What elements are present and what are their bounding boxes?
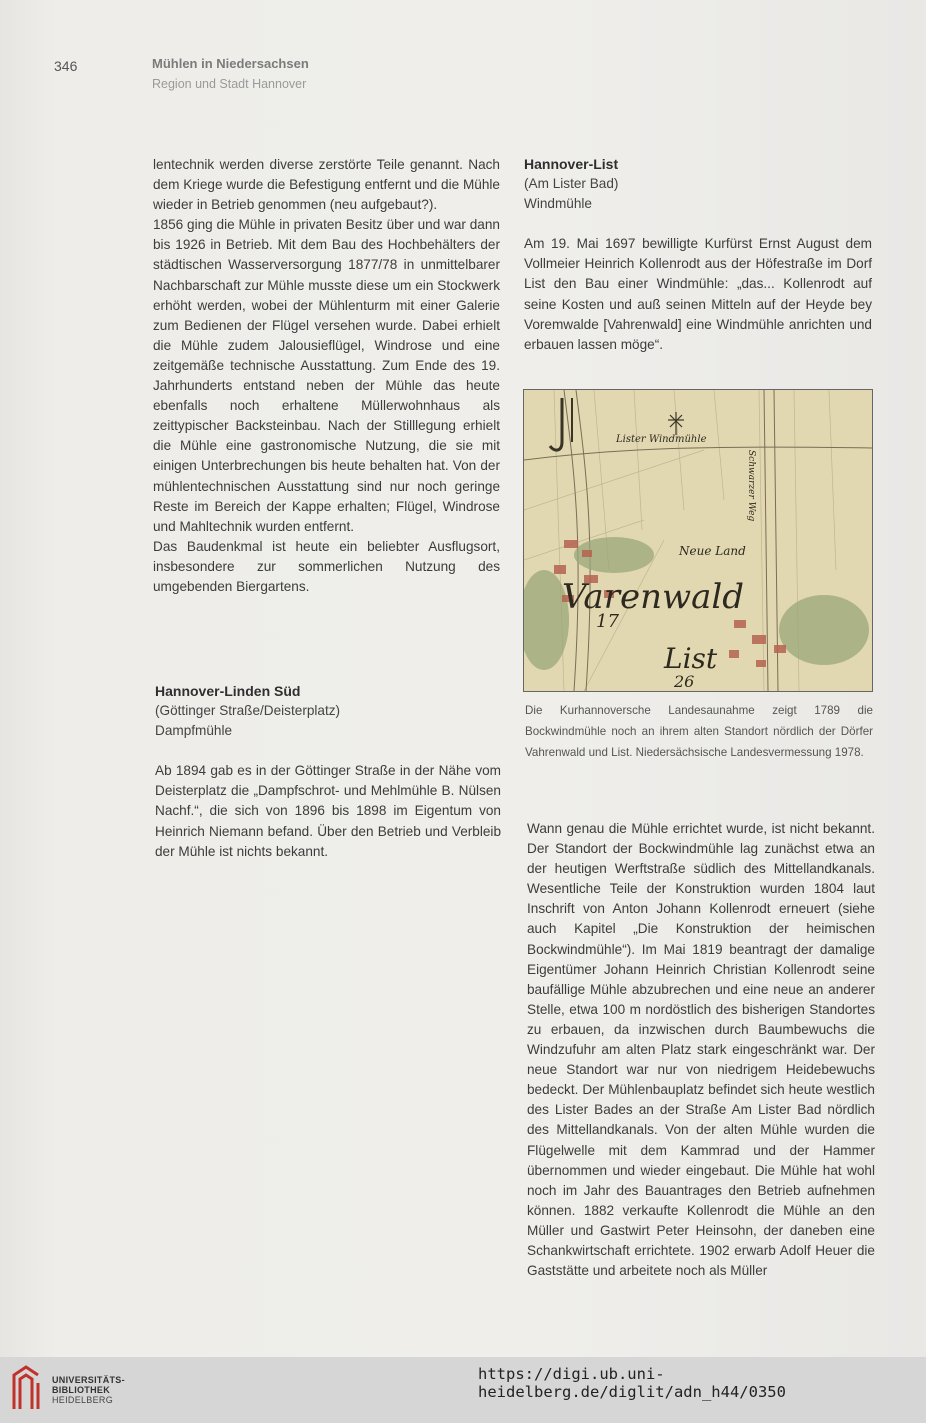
paragraph: 1856 ging die Mühle in privaten Besitz über und war dann bis 1926 in Betrieb. Mit dem Bau des Hochbehälters der städtischen Wasserversorgung 1877/78 in unmittelbarer Nachbarschaft zur Mühle musste diese um ein Stockwerk erhöht werden, wobei der Mühlenturm mit einer Galerie zum Bedienen der Flügel versehen wurde. Dabei erhielt die Mühle zudem Jalousieflügel, Windrose und eine zeitgemäße technische Ausstattung. Zum Ende des 19. Jahrhunderts entstand neben der Mühle das heute ebenfalls noch erhaltene Müllerwohnhaus als zeittypischer Backsteinbau. Nach der Stilllegung erhielt die Mühle eine gastronomische Nutzung, die sie mit einigen Unterbrechungen bis heute behalten hat. Von der mühlentechnischen Ausstattung sind nur noch geringe Reste im Bereich der Kappe erhalten; Flügel, Windrose und Mahltechnik wurden entfernt. xyxy=(153,217,500,534)
source-url[interactable]: https://digi.ub.uni-heidelberg.de/diglit/adn_h44/0350 xyxy=(478,1365,786,1401)
section-type: Windmühle xyxy=(524,196,592,212)
library-name: UNIVERSITÄTS- BIBLIOTHEK HEIDELBERG xyxy=(52,1375,125,1405)
section-location: (Göttinger Straße/Deisterplatz) xyxy=(155,703,341,719)
running-subtitle: Region und Stadt Hannover xyxy=(152,77,307,91)
figure-caption: Die Kurhannoversche Landesaunahme zeigt 1789 die Bockwindmühle noch an ihrem alten Standort nördlich der Dörfer Vahrenwald und List. Niedersächsische Landesvermessung 1978. xyxy=(525,704,873,759)
map-label-number-2: 26 xyxy=(674,672,695,691)
section-title: Hannover-List xyxy=(524,156,619,172)
map-label-mill: Lister Windmühle xyxy=(616,434,707,445)
map-label-number-1: 17 xyxy=(596,611,619,632)
page-number: 346 xyxy=(54,58,78,74)
library-logo-icon xyxy=(10,1365,46,1411)
left-column xyxy=(153,155,500,597)
section-body: Am 19. Mai 1697 bewilligte Kurfürst Ernst August dem Vollmeier Heinrich Kollenrodt aus der Höfestraße im Dorf List den Bau einer Windmühle: „das... Kollenrodt auf seine Kosten und auß seinen Mitteln auf der Heyde bey Voremwalde [Vahrenwald] eine Windmühle anrichten und erbauen lassen möge“. xyxy=(524,236,872,352)
section-location: (Am Lister Bad) xyxy=(524,176,619,192)
right-column-continued xyxy=(527,819,875,1281)
map-drawing xyxy=(524,390,872,691)
map-label-village-2: List xyxy=(664,642,718,675)
footer-bar xyxy=(0,1357,926,1423)
running-title: Mühlen in Niedersachsen xyxy=(152,56,309,71)
section-list xyxy=(524,154,872,355)
historic-map xyxy=(523,389,873,692)
map-label-field: Neue Land xyxy=(679,544,746,558)
paragraph: Wann genau die Mühle errichtet wurde, ist nicht bekannt. Der Standort der Bockwindmühle lag zunächst etwa an der heutigen Werftstraße südlich des Mittellandkanals. Wesentliche Teile der Konstruktion wurden 1804 laut Inschrift von Anton Johann Kollenrodt erneuert (siehe auch Kapitel „Die Konstruktion der heimischen Bockwindmühle“). Im Mai 1819 beantragt der damalige Eigentümer Johann Heinrich Christian Kollenrodt seine baufällige Mühle abzubrechen und eine neue an anderer Stelle, etwa 100 m nordöstlich des bisherigen Standortes zu erbauen, da inzwischen durch Baumbewuchs die Windzufuhr am alten Platz stark eingeschränkt war. Der neue Standort war nur von niedrigem Heidebewuchs bedeckt. Der Mühlenbauplatz befindet sich heute westlich des Lister Bades an der Straße Am Lister Bad nördlich des Mittellandkanals. Von der alten Mühle wurden die Flügelwelle mit dem Kammrad und der Hammer übernommen und wieder eingebaut. Die Mühle hat wohl noch im Jahr des Bauantrages den Betrieb aufnehmen können. 1882 verkaufte Kollenrodt die Mühle an den Müller und Gastwirt Peter Heinsohn, der daneben eine Schankwirtschaft errichtete. 1902 erwarb Adolf Heuer die Gaststätte und arbeitete noch als Müller xyxy=(527,821,875,1279)
paragraph: lentechnik werden diverse zerstörte Teile genannt. Nach dem Kriege wurde die Befestigung entfernt und die Mühle wieder in Betrieb genommen (neu aufgebaut?). xyxy=(153,157,500,213)
map-label-road: Schwarzer Weg xyxy=(746,450,756,522)
section-type: Dampfmühle xyxy=(155,723,233,739)
section-linden-sued xyxy=(155,681,501,862)
section-title: Hannover-Linden Süd xyxy=(155,683,301,699)
paragraph: Das Baudenkmal ist heute ein beliebter Ausflugsort, insbesondere zur sommerlichen Nutzung des umgebenden Biergartens. xyxy=(153,538,500,594)
map-label-village-1: Varenwald xyxy=(562,577,744,617)
section-body: Ab 1894 gab es in der Göttinger Straße in der Nähe vom Deisterplatz die „Dampfschrot- und Mehlmühle B. Nülsen Nachf.“, die sich von 1896 bis 1898 im Eigentum von Heinrich Niemann befand. Über den Betrieb und Verbleib der Mühle ist nichts bekannt. xyxy=(155,763,501,859)
